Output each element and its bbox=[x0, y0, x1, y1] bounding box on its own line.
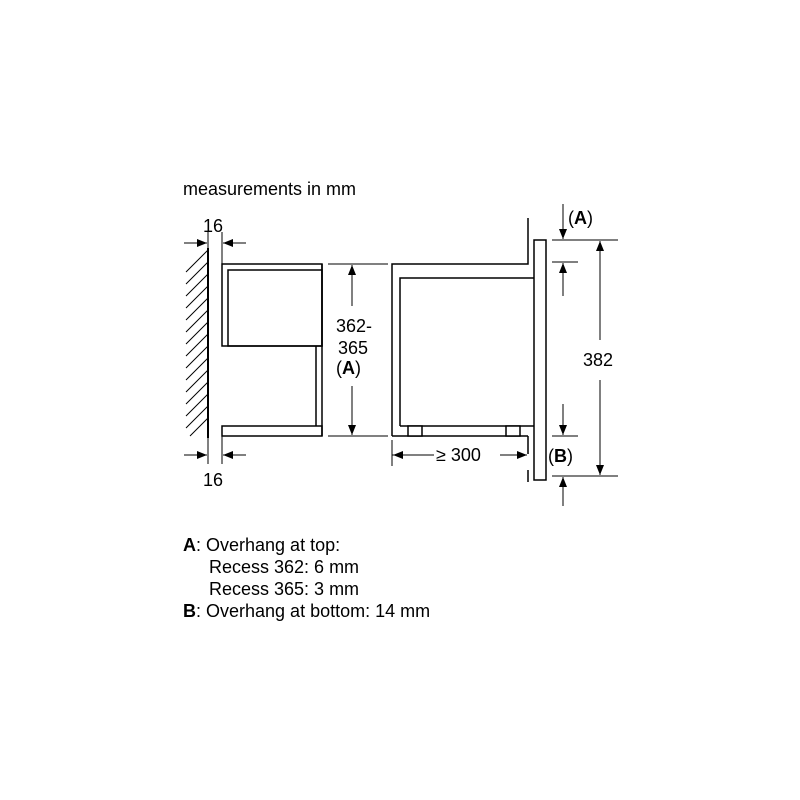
wall-gap-top-label: 16 bbox=[203, 216, 224, 236]
legend-b-text: : Overhang at bottom: 14 mm bbox=[196, 601, 431, 621]
legend-a-key: A bbox=[183, 535, 196, 555]
legend-b-key: B bbox=[183, 601, 196, 621]
overhang-bottom-ref: (B) bbox=[548, 446, 573, 466]
legend-a bbox=[183, 534, 430, 556]
wall-gap-bottom-label: 16 bbox=[203, 470, 224, 490]
wall-gap-top-dimension bbox=[184, 232, 246, 264]
wall bbox=[186, 248, 208, 438]
depth-label: ≥ 300 bbox=[436, 445, 481, 465]
total-height-label: 382 bbox=[583, 350, 614, 370]
legend-a-line-2: Recess 365: 3 mm bbox=[209, 579, 360, 599]
appliance-side-view bbox=[392, 218, 546, 482]
legend-a-title: : Overhang at top: bbox=[196, 535, 341, 555]
wall-gap-bottom-dimension bbox=[184, 436, 246, 464]
legend-a-line-1: Recess 362: 6 mm bbox=[209, 557, 360, 577]
overhang-top-ref: (A) bbox=[568, 208, 593, 228]
niche-height-ref: (A) bbox=[336, 358, 361, 378]
legend-b bbox=[183, 600, 430, 622]
cabinet-front-view bbox=[222, 264, 322, 436]
legend bbox=[183, 534, 430, 622]
niche-height-label-1: 362- bbox=[336, 316, 373, 336]
niche-height-label-2: 365 bbox=[338, 338, 369, 358]
caption: measurements in mm bbox=[183, 179, 357, 199]
